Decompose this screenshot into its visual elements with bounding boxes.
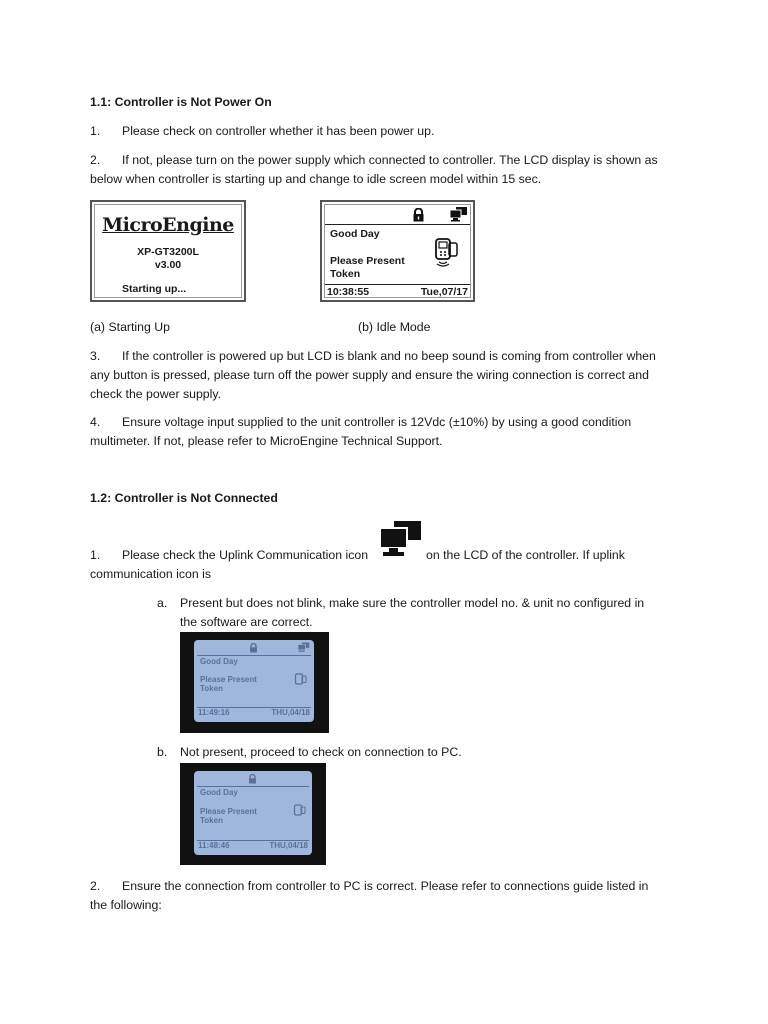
network-computer-icon xyxy=(298,642,310,653)
lcd-prompt-line-1: Please Present xyxy=(330,255,405,267)
s2-item-1-number: 1. xyxy=(90,548,101,562)
photo-a-prompt-1: Please Present xyxy=(200,675,257,684)
s2-item-1-line-2: communication icon is xyxy=(90,567,211,581)
lock-icon xyxy=(412,208,425,222)
s1-item-4-line-1 xyxy=(90,413,631,432)
token-reader-icon xyxy=(294,672,308,688)
s2-item-1-line-1a xyxy=(90,546,368,565)
sub-a-line-1: Present but does not blink, make sure the controller model no. & unit no configured in xyxy=(180,596,645,610)
photo-a-prompt-2: Token xyxy=(200,684,223,693)
s1-item-4-line-2: multimeter. If not, please refer to MicroEngine Technical Support. xyxy=(90,434,443,448)
photo-b-time: 11:48:46 xyxy=(198,841,230,850)
s2-item-1-line-1b: on the LCD of the controller. If uplink xyxy=(426,548,625,562)
lcd-time: 10:38:55 xyxy=(327,286,370,298)
lcd-bottom-divider xyxy=(325,284,470,285)
photo-a-date: THU,04/18 xyxy=(271,708,310,717)
s2-item-2-line-1 xyxy=(90,877,648,896)
s1-item-4-text: Ensure voltage input supplied to the unit controller is 12Vdc (±10%) by using a good condition xyxy=(122,415,632,429)
s1-item-2-text: If not, please turn on the power supply which connected to controller. The LCD display is shown as xyxy=(122,153,658,167)
photo-a-lcd-screen xyxy=(194,640,314,722)
lcd-starting-up-image xyxy=(90,200,246,302)
s1-item-3-text: If the controller is powered up but LCD is blank and no beep sound is coming from controller when xyxy=(122,349,656,363)
s1-item-1-text: Please check on controller whether it has been power up. xyxy=(122,124,435,138)
caption-a: (a) Starting Up xyxy=(90,320,170,334)
photo-a-greeting: Good Day xyxy=(200,657,238,666)
s1-item-3-line-2: any button is pressed, please turn off the power supply and ensure the wiring connection is correct and xyxy=(90,368,649,382)
s2-item-2-number: 2. xyxy=(90,879,101,893)
section-1-title: 1.1: Controller is Not Power On xyxy=(90,95,272,109)
caption-b: (b) Idle Mode xyxy=(358,320,431,334)
photo-b-date: THU,04/18 xyxy=(269,841,308,850)
lcd-model: XP-GT3200L xyxy=(137,246,199,258)
photo-b-prompt-2: Token xyxy=(200,816,223,825)
sub-b-label: b. xyxy=(157,745,168,759)
token-reader-icon xyxy=(293,803,307,819)
s1-item-3-number: 3. xyxy=(90,349,101,363)
sub-a-line-2: the software are correct. xyxy=(180,615,313,629)
s2-item-2-line-2: the following: xyxy=(90,898,162,912)
s1-item-1-number: 1. xyxy=(90,124,101,138)
s1-item-4-number: 4. xyxy=(90,415,101,429)
network-computer-icon xyxy=(450,207,468,222)
lcd-greeting: Good Day xyxy=(330,228,380,240)
lock-icon xyxy=(248,774,257,784)
photo-a-time: 11:49:16 xyxy=(198,708,230,717)
lcd-version: v3.00 xyxy=(154,259,182,271)
lcd-prompt-line-2: Token xyxy=(330,268,361,280)
lcd-idle-mode-image xyxy=(320,200,475,302)
s1-item-2-number: 2. xyxy=(90,153,101,167)
sub-b-line-1: Not present, proceed to check on connection to PC. xyxy=(180,745,462,759)
controller-photo-uplink-present xyxy=(180,632,329,733)
s2-item-1-text: Please check the Uplink Communication icon xyxy=(122,548,369,562)
s1-item-2-line-2: below when controller is starting up and change to idle screen model within 15 sec. xyxy=(90,172,542,186)
lock-icon xyxy=(249,643,258,653)
photo-b-prompt-1: Please Present xyxy=(200,807,257,816)
s1-item-3-line-1 xyxy=(90,347,656,366)
sub-a-label: a. xyxy=(157,596,168,610)
s1-item-2-line-1 xyxy=(90,151,658,170)
photo-b-lcd-screen xyxy=(194,771,312,855)
section-2-title: 1.2: Controller is Not Connected xyxy=(90,491,278,505)
lcd-brand-logo: MicroEngine xyxy=(102,214,234,236)
controller-photo-uplink-absent xyxy=(180,763,326,865)
s2-item-2-text: Ensure the connection from controller to PC is correct. Please refer to connections guide listed in xyxy=(122,879,649,893)
photo-b-greeting: Good Day xyxy=(200,788,238,797)
lcd-top-divider xyxy=(325,224,470,225)
s1-item-1 xyxy=(90,122,434,141)
lcd-status: Starting up... xyxy=(122,283,187,295)
token-reader-icon xyxy=(434,235,460,267)
lcd-date: Tue,07/17 xyxy=(420,286,468,298)
uplink-communication-icon xyxy=(380,520,422,558)
s1-item-3-line-3: check the power supply. xyxy=(90,387,222,401)
